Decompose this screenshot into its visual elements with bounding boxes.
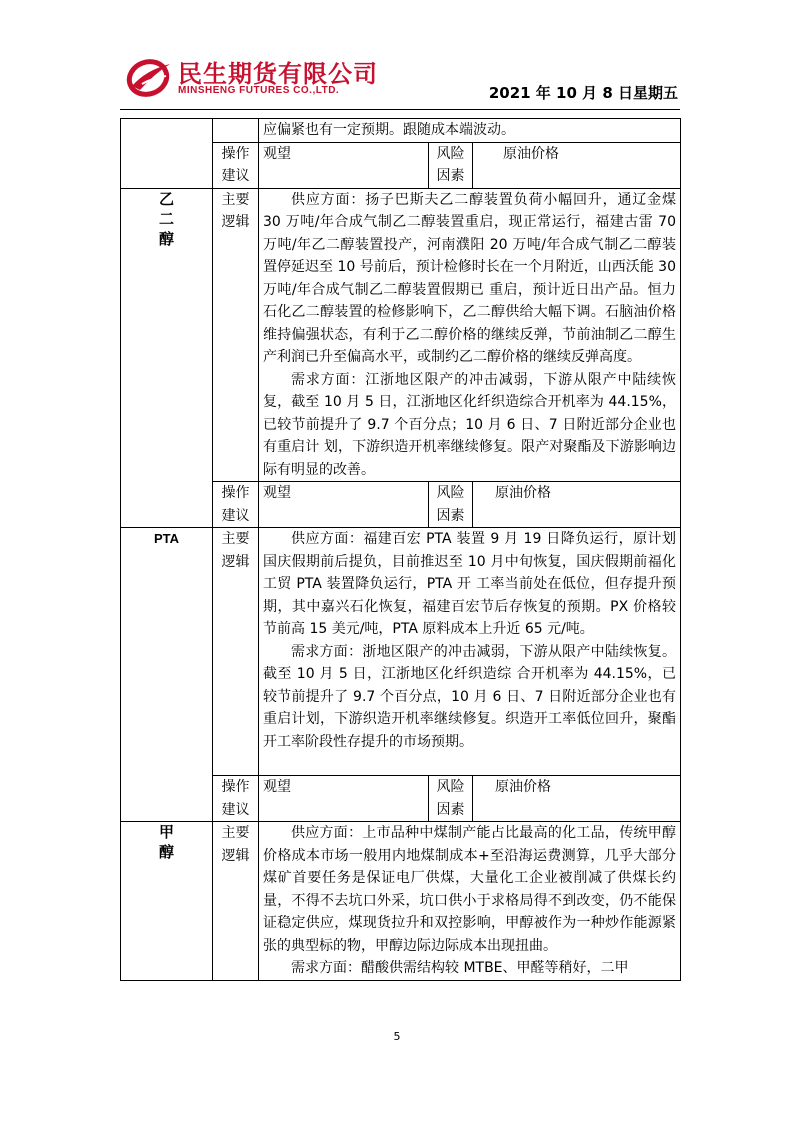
content-cell: 应偏紧也有一定预期。跟随成本端波动。 [259, 119, 681, 143]
risk-value: 原油价格 [473, 776, 681, 822]
page-header [120, 52, 680, 110]
category-eg: 乙二醇 [121, 188, 213, 528]
risk-label: 风险因素 [429, 776, 473, 822]
main-logic-label: 主要逻辑 [213, 822, 259, 981]
minsheng-logo-icon [126, 56, 174, 98]
main-logic-label: 主要逻辑 [213, 528, 259, 776]
risk-value: 原油价格 [473, 482, 681, 528]
methanol-demand: 需求方面：醋酸供需结构较 MTBE、甲醛等稍好，二甲 [291, 960, 629, 976]
pta-demand: 需求方面：浙地区限产的冲击减弱，下游从限产中陆续恢复。截至 10 月 5 日，江浙地区化纤织造综 合开机率为 44.15%，已较节前提升了 9.7 个百分点，10 月 6 日、7 日附近部分企业也有重启计划，下游织造开机率继续修复。织造开工率低位回升，聚酯开工率阶段性存提升的市场预期。 [263, 643, 676, 750]
eg-logic-content [259, 188, 681, 482]
eg-supply: 供应方面：扬子巴斯夫乙二醇装置负荷小幅回升，通辽金煤 30 万吨/年合成气制乙二醇装置重启，现正常运行，福建古雷 70 万吨/年乙二醇装置投产，河南濮阳 20 万吨/年合成气制乙二醇装置停延迟至 10 号前后，预计检修时长在一个月附近，山西沃能 30 万吨/年合成气制乙二醇装置假期已 重启，预计近日出产品。恒力石化乙二醇装置的检修影响下，乙二醇供给大幅下调。石脑油价格维持偏强状态，有利于乙二醇价格的继续反弹，节前油制乙二醇生产利润已升至偏高水平，或制约乙二醇价格的继续反弹高度。 [263, 191, 676, 365]
operation-label: 操作建议 [213, 142, 259, 188]
risk-label: 风险因素 [429, 482, 473, 528]
risk-label: 风险因素 [429, 142, 473, 188]
label-cell-empty [213, 119, 259, 143]
eg-demand: 需求方面：江浙地区限产的冲击减弱，下游从限产中陆续恢复，截至 10 月 5 日，江浙地区化纤织造综合开机率为 44.15%，已较节前提升了 9.7 个百分点；10 月 6 日、7 日附近部分企业也有重启计 划，下游织造开机率继续修复。限产对聚酯及下游影响边际有明显的改善。 [263, 371, 676, 478]
report-date: 2021 年 10 月 8 日星期五 [488, 84, 678, 102]
category-cell-continued [121, 119, 213, 189]
company-name-cn: 民生期货有限公司 [178, 60, 378, 88]
operation-advice: 观望 [259, 482, 429, 528]
operation-advice: 观望 [259, 142, 429, 188]
analysis-table [120, 118, 681, 981]
operation-advice: 观望 [259, 776, 429, 822]
table-row [121, 119, 681, 143]
pta-logic-content [259, 528, 681, 776]
company-name-en: MINSHENG FUTURES CO.,LTD. [178, 85, 340, 96]
table-row [121, 188, 681, 482]
pta-supply: 供应方面：福建百宏 PTA 装置 9 月 19 日降负运行，原计划国庆假期前后提负，目前推迟至 10 月中旬恢复，国庆假期前福化工贸 PTA 装置降负运行，PTA 开 工率当前处在低位，但存提升预期，其中嘉兴石化恢复，福建百宏节后存恢复的预期。PX 价格较节前高 15 美元/吨，PTA 原料成本上升近 65 元/吨。 [263, 531, 676, 637]
header-divider [120, 109, 680, 110]
operation-label: 操作建议 [213, 776, 259, 822]
page-number: 5 [393, 1030, 401, 1043]
methanol-supply: 供应方面：上市品种中煤制产能占比最高的化工品，传统甲醇价格成本市场一般用内地煤制成本+至沿海运费测算，几乎大部分煤矿首要任务是保证电厂供煤，大量化工企业被削减了供煤长约量，不得不去坑口外采，坑口供小于求格局得不到改变，仍不能保证稳定供应，煤现货拉升和双控影响，甲醇被作为一种炒作能源紧张的典型标的物，甲醇边际边际成本出现扭曲。 [263, 825, 676, 954]
risk-value: 原油价格 [473, 142, 681, 188]
main-logic-label: 主要逻辑 [213, 188, 259, 482]
operation-label: 操作建议 [213, 482, 259, 528]
table-row [121, 822, 681, 981]
methanol-logic-content [259, 822, 681, 981]
table-row [121, 528, 681, 776]
category-pta: PTA [121, 528, 213, 822]
category-methanol: 甲醇 [121, 822, 213, 981]
